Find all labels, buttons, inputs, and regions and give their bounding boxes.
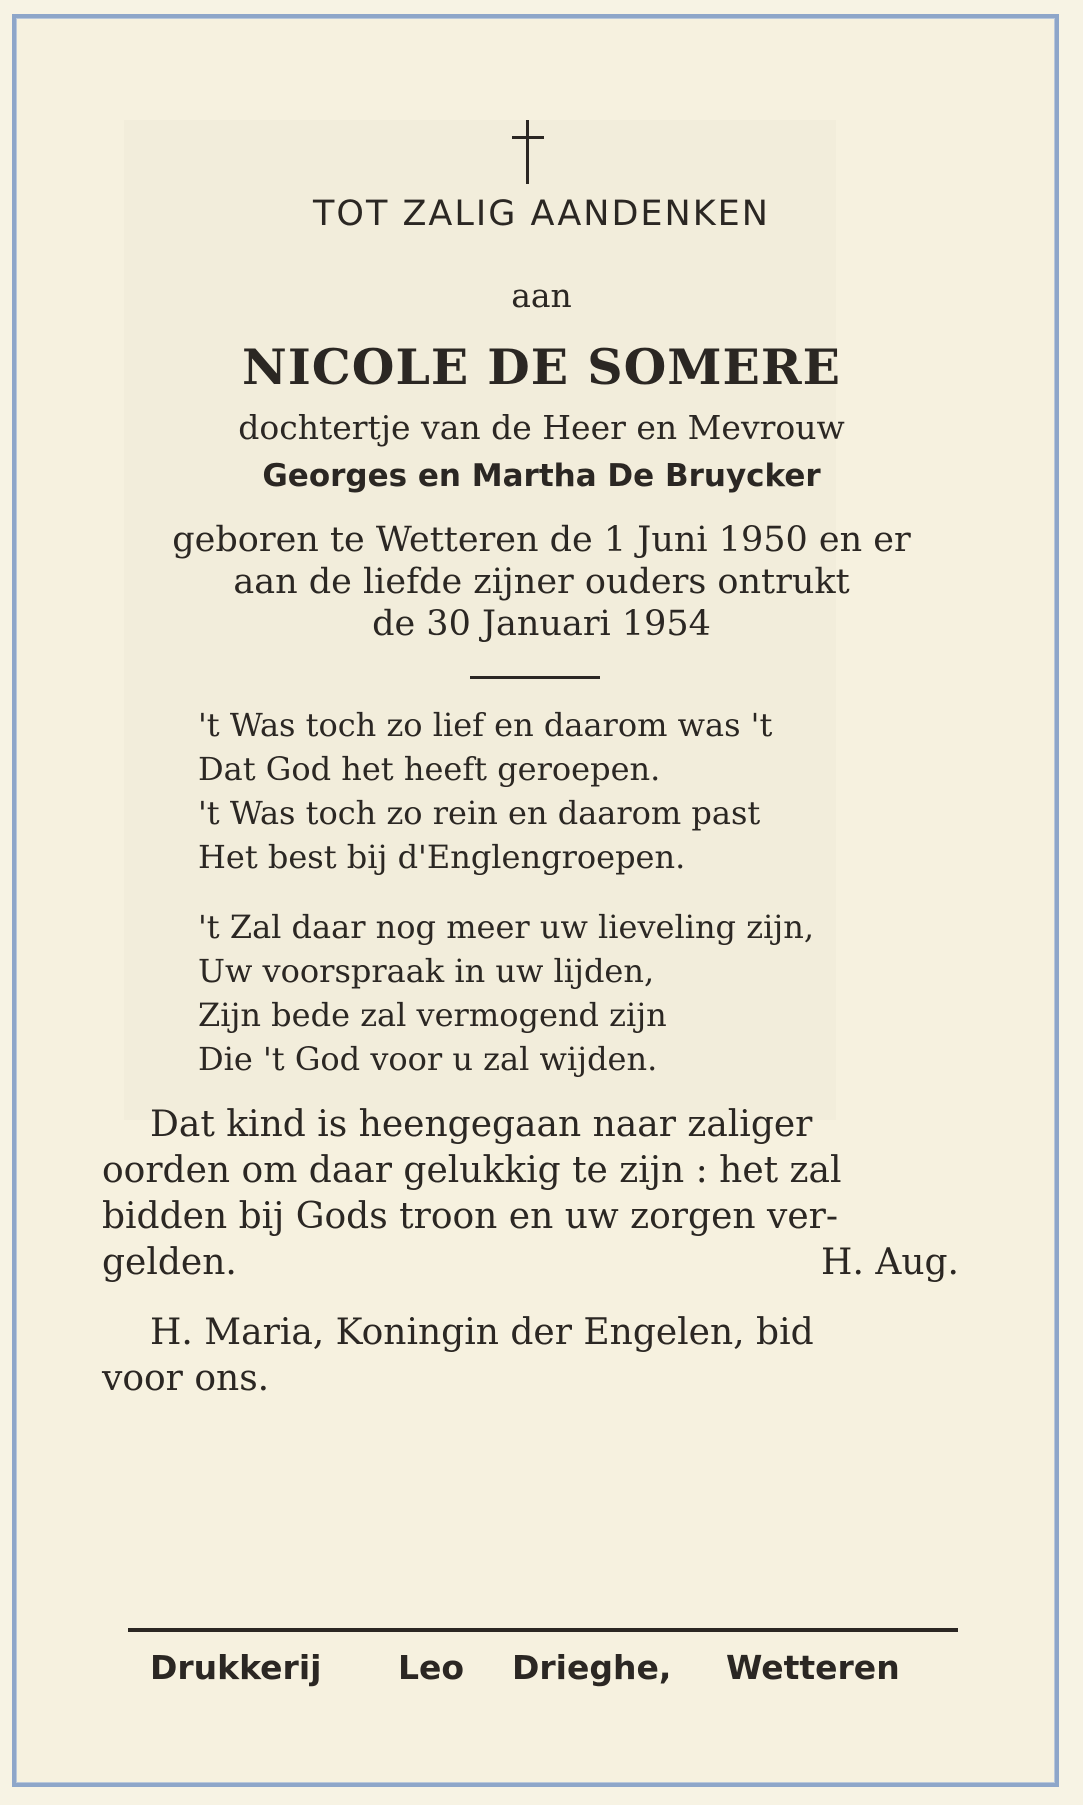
deceased-name: NICOLE DE SOMERE bbox=[242, 338, 841, 396]
printer-word: Drukkerij bbox=[150, 1648, 322, 1687]
quote-line: gelden. bbox=[102, 1242, 237, 1283]
birth-line-1: geboren te Wetteren de 1 Juni 1950 en er bbox=[172, 520, 911, 560]
card-title: TOT ZALIG AANDENKEN bbox=[313, 194, 770, 234]
printer-word: Leo bbox=[398, 1648, 465, 1687]
quote-line: Dat kind is heengegaan naar zaliger bbox=[150, 1104, 813, 1145]
poem-line: 't Was toch zo lief en daarom was 't bbox=[198, 706, 773, 744]
poem-line: Uw voorspraak in uw lijden, bbox=[198, 952, 655, 990]
prayer-line: H. Maria, Koningin der Engelen, bid bbox=[150, 1312, 814, 1353]
quote-line: bidden bij Gods troon en uw zorgen ver- bbox=[102, 1196, 839, 1237]
poem-line: Die 't God voor u zal wijden. bbox=[198, 1040, 658, 1078]
quote-line: oorden om daar gelukkig te zijn : het zal bbox=[102, 1150, 842, 1191]
short-divider bbox=[470, 676, 600, 679]
poem-line: Zijn bede zal vermogend zijn bbox=[198, 996, 667, 1034]
bottom-divider bbox=[128, 1628, 958, 1632]
parents-intro: dochtertje van de Heer en Mevrouw bbox=[238, 408, 845, 447]
printer-word: Wetteren bbox=[726, 1648, 900, 1687]
printer-word: Drieghe, bbox=[512, 1648, 672, 1687]
poem-line: Dat God het heeft geroepen. bbox=[198, 750, 661, 788]
prayer-line: voor ons. bbox=[102, 1358, 270, 1399]
cross-icon bbox=[510, 120, 546, 186]
parents-names: Georges en Martha De Bruycker bbox=[262, 458, 821, 494]
quote-attribution: H. Aug. bbox=[821, 1242, 959, 1283]
poem-line: 't Was toch zo rein en daarom past bbox=[198, 794, 761, 832]
poem-line: 't Zal daar nog meer uw lieveling zijn, bbox=[198, 908, 814, 946]
poem-line: Het best bij d'Englengroepen. bbox=[198, 838, 686, 876]
death-date-line: de 30 Januari 1954 bbox=[372, 604, 711, 644]
aan-text: aan bbox=[511, 276, 572, 315]
birth-line-2: aan de liefde zijner ouders ontrukt bbox=[233, 562, 850, 602]
